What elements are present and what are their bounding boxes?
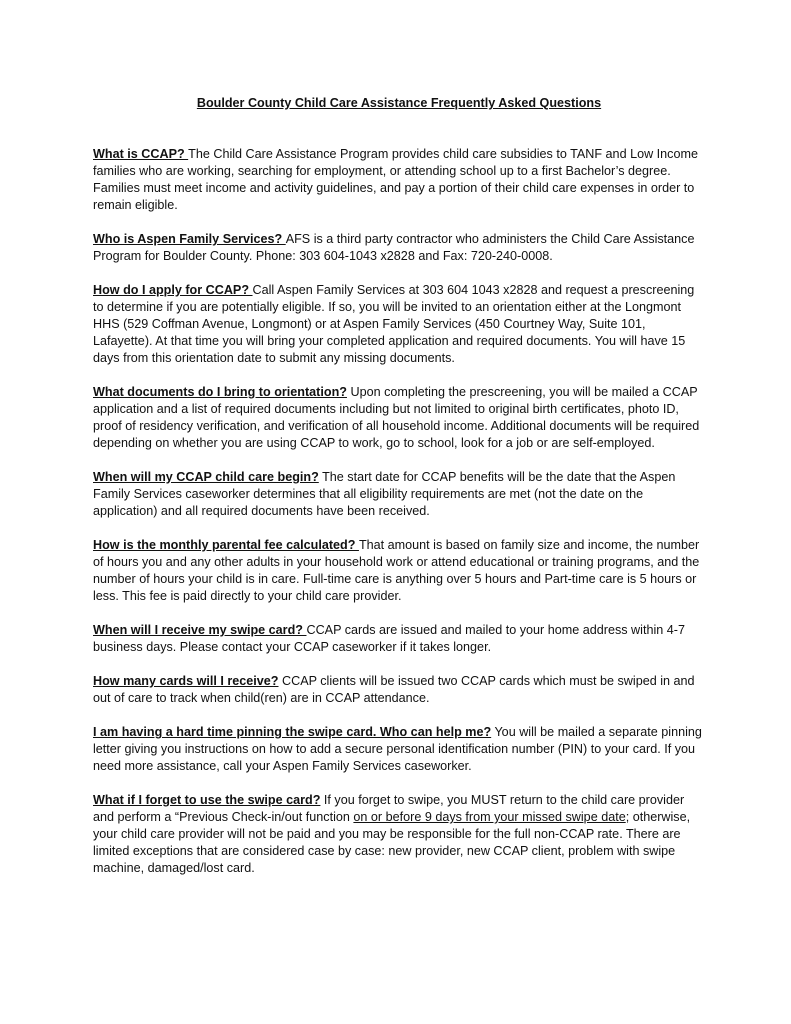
- faq-question: What is CCAP?: [93, 147, 189, 161]
- faq-answer: Upon completing the prescreening, you will be mailed a CCAP application and a list of required documents including but not limited to original birth certificates, photo ID, proof of residency verification, and verification of all household income. Additional documents will be required depending on whether you are using CCAP to work, go to school, look for a job or are self-employed.: [93, 385, 700, 450]
- faq-item-pinning-help: [93, 724, 705, 775]
- faq-answer: The start date for CCAP benefits will be the date that the Aspen Family Services caseworker determines that all eligibility requirements are met (not the date on the application) and all required documents have been received.: [93, 470, 676, 518]
- faq-question: How many cards will I receive?: [93, 674, 279, 688]
- faq-question: What if I forget to use the swipe card?: [93, 793, 321, 807]
- faq-item-who-is-aspen: [93, 231, 705, 265]
- faq-item-what-is-ccap: [93, 146, 705, 214]
- faq-answer-start: If you forget to swipe, you MUST return to the child care provider and perform a “Previous Check-in/out function: [93, 793, 685, 824]
- faq-question: What documents do I bring to orientation?: [93, 385, 347, 399]
- faq-question: How is the monthly parental fee calculated?: [93, 538, 359, 552]
- faq-answer: Call Aspen Family Services at 303 604 1043 x2828 and request a prescreening to determine if you are potentially eligible. If so, you will be invited to an orientation either at the Longmont HHS (529 Coffman Avenue, Longmont) or at Aspen Family Services (450 Courtney Way, Suite 101, Lafayette). At that time you will bring your completed application and required documents. You will have 15 days from this orientation date to submit any missing documents.: [93, 283, 695, 365]
- faq-answer: CCAP cards are issued and mailed to your home address within 4-7 business days. Please contact your CCAP caseworker if it takes longer.: [93, 623, 685, 654]
- faq-item-parental-fee: [93, 537, 705, 605]
- faq-answer-end: ; otherwise, your child care provider will not be paid and you may be responsible for the full non-CCAP rate. There are limited exceptions that are considered case by case: new provider, new CCAP client, problem with swipe machine, damaged/lost card.: [93, 810, 691, 875]
- document-title: Boulder County Child Care Assistance Frequently Asked Questions: [196, 96, 602, 110]
- faq-answer: The Child Care Assistance Program provides child care subsidies to TANF and Low Income families who are working, searching for employment, or attending school up to a first Bachelor’s degree. Families must meet income and activity guidelines, and pay a portion of their child care expenses in order to remain eligible.: [93, 147, 698, 212]
- faq-answer: AFS is a third party contractor who administers the Child Care Assistance Program for Boulder County. Phone: 303 604-1043 x2828 and Fax: 720-240-0008.: [93, 232, 695, 263]
- faq-item-card-count: [93, 673, 705, 707]
- faq-question: When will my CCAP child care begin?: [93, 470, 319, 484]
- faq-item-swipe-card-receipt: [93, 622, 705, 656]
- faq-answer: You will be mailed a separate pinning letter giving you instructions on how to add a secure personal identification number (PIN) to your card. If you need more assistance, call your Aspen Family Services caseworker.: [93, 725, 702, 773]
- faq-answer: CCAP clients will be issued two CCAP cards which must be swiped in and out of care to track when child(ren) are in CCAP attendance.: [93, 674, 695, 705]
- faq-item-how-to-apply: [93, 282, 705, 367]
- faq-question: I am having a hard time pinning the swipe card. Who can help me?: [93, 725, 492, 739]
- faq-item-care-begin: [93, 469, 705, 520]
- faq-question: Who is Aspen Family Services?: [93, 232, 286, 246]
- faq-answer-deadline: on or before 9 days from your missed swipe date: [353, 810, 626, 824]
- faq-question: How do I apply for CCAP?: [93, 283, 253, 297]
- faq-answer: That amount is based on family size and income, the number of hours you and any other adults in your household work or attend educational or training programs, and the number of hours your child is in care. Full-time care is anything over 5 hours and Part-time care is 5 hours or less. This fee is paid directly to your child care provider.: [93, 538, 700, 603]
- faq-question: When will I receive my swipe card?: [93, 623, 307, 637]
- faq-item-forgot-swipe: [93, 792, 705, 877]
- document-body: [93, 95, 705, 894]
- faq-item-orientation-documents: [93, 384, 705, 452]
